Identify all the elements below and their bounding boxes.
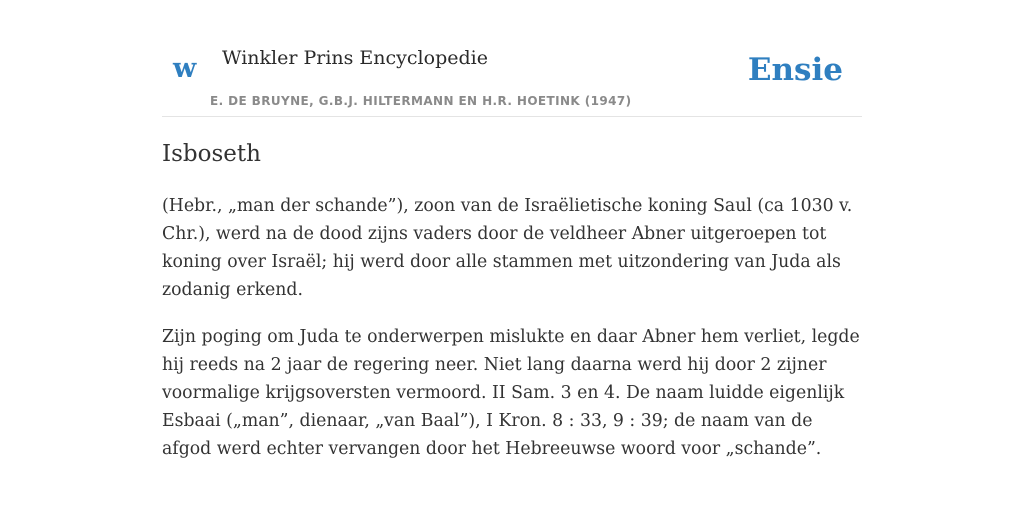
publication-title: Winkler Prins Encyclopedie [222, 47, 488, 69]
article [162, 136, 862, 463]
article-title: Isboseth [162, 141, 261, 167]
winkler-prins-logo[interactable]: w [173, 53, 197, 84]
header [162, 0, 862, 117]
ensie-logo-link[interactable]: Ensie [747, 52, 843, 88]
article-paragraph: Zijn poging om Juda te onderwerpen mislukte en daar Abner hem verliet, legde hij reeds na 2 jaar de regering neer. Niet lang daarna werd hij door 2 zijner voormalige krijgsoversten vermoord. II Sam. 3 en 4. De naam luidde eigenlijk Esbaai („man”, dienaar, „van Baal”), I Kron. 8 : 33, 9 : 39; de naam van de afgod werd echter vervangen door het Hebreeuwse woord voor „schande”. [162, 327, 860, 459]
authors-line: E. DE BRUYNE, G.B.J. HILTERMANN EN H.R. HOETINK (1947) [210, 94, 632, 108]
article-paragraph: (Hebr., „man der schande”), zoon van de Israëlietische koning Saul (ca 1030 v. Chr.), werd na de dood zijns vaders door de veldheer Abner uitgeroepen tot koning over Israël; hij werd door alle stammen met uitzondering van Juda als zodanig erkend. [162, 196, 853, 300]
